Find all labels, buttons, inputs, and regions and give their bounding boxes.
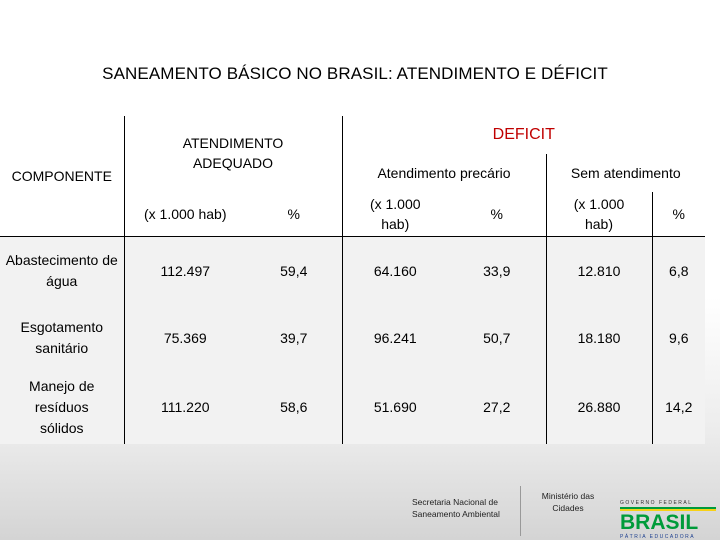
header-adequado: ATENDIMENTO ADEQUADO (124, 116, 342, 192)
cell-sem-hab: 12.810 (546, 236, 652, 306)
header-component: COMPONENTE (11, 167, 112, 184)
cell-sem-pct: 9,6 (652, 306, 705, 370)
logo-bottom-text: PÁTRIA EDUCADORA (620, 534, 696, 540)
table-row (0, 370, 705, 444)
sub-adequado-hab: (x 1.000 hab) (124, 192, 246, 236)
sub-sem-hab: (x 1.000 hab) (546, 192, 652, 236)
cell-ad-pct: 59,4 (246, 236, 342, 306)
cell-ad-hab: 75.369 (124, 306, 246, 370)
sub-sem-pct: % (652, 192, 705, 236)
cell-pr-pct: 27,2 (483, 399, 511, 415)
table-row (0, 306, 705, 370)
sanitation-table (0, 116, 705, 444)
cell-ad-hab: 111.220 (124, 370, 246, 444)
secretaria-label: Secretaria Nacional de Saneamento Ambiental (412, 497, 500, 519)
cell-pr-hab: 96.241 (342, 306, 448, 370)
cell-ad-hab: 112.497 (124, 236, 246, 306)
cell-pr-pct: 33,9 (448, 236, 546, 306)
logo-stripe-green (620, 507, 716, 509)
sub-adequado-pct: % (287, 205, 300, 222)
logo-top-text: GOVERNO FEDERAL (620, 500, 693, 506)
cell-pr-hab: 64.160 (342, 236, 448, 306)
cell-pr-pct: 50,7 (483, 330, 511, 346)
cell-sem-hab: 18.180 (546, 306, 652, 370)
cell-ad-pct: 39,7 (280, 330, 308, 346)
row-label: Manejo de resíduos sólidos (29, 377, 95, 436)
sub-precario-pct: % (490, 205, 503, 222)
header-precario: Atendimento precário (342, 154, 546, 192)
logo-main-text: BRASIL (620, 511, 699, 534)
cell-sem-pct: 6,8 (652, 236, 705, 306)
row-label: Abastecimento de água (0, 236, 124, 306)
table-row (0, 236, 705, 306)
header-sem-atendimento: Sem atendimento (546, 154, 705, 192)
cell-ad-pct: 58,6 (280, 399, 308, 415)
cell-sem-hab: 26.880 (546, 370, 652, 444)
brasil-flag-icon (616, 498, 720, 540)
cell-sem-pct: 14,2 (652, 370, 705, 444)
header-deficit: DEFICIT (342, 116, 705, 154)
footer-divider (520, 486, 521, 536)
footer (0, 486, 720, 540)
cell-pr-hab: 51.690 (342, 370, 448, 444)
row-label: Esgotamento sanitário (20, 319, 103, 356)
sub-precario-hab: (x 1.000 hab) (342, 192, 448, 236)
brasil-logo (616, 498, 720, 540)
page-title: SANEAMENTO BÁSICO NO BRASIL: ATENDIMENTO E DÉFICIT (102, 64, 608, 83)
ministerio-label: Ministério das Cidades (541, 491, 595, 513)
